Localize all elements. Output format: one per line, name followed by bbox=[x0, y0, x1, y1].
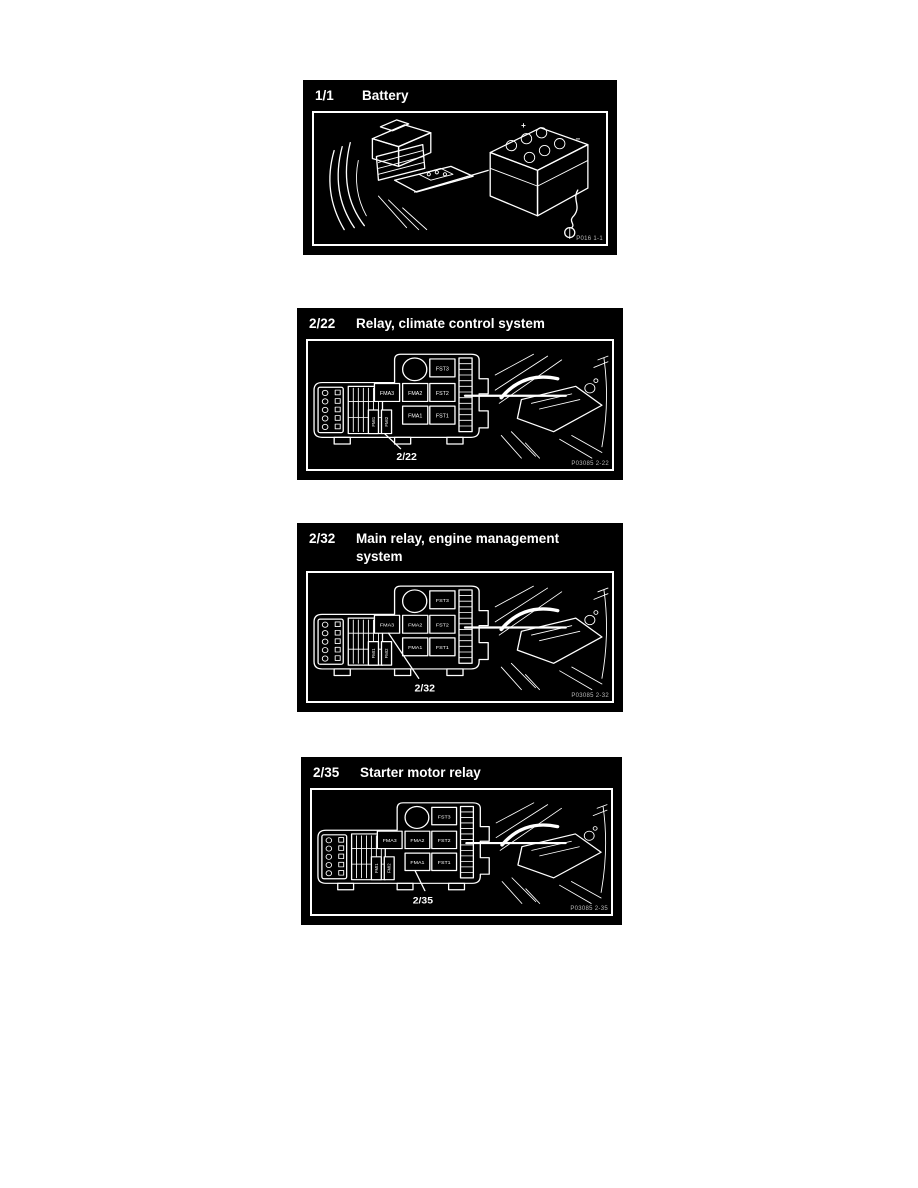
figure-header bbox=[303, 80, 617, 108]
battery-plus-mark: + bbox=[521, 120, 526, 130]
relay-label-fma1: FMA1 bbox=[408, 413, 423, 419]
relay-label-fma2: FMA2 bbox=[408, 390, 423, 397]
relay-label-fma1: FMA1 bbox=[410, 859, 425, 866]
figure-title: Battery bbox=[362, 88, 409, 103]
relay-box-drawing bbox=[308, 573, 612, 701]
figure-header bbox=[301, 757, 622, 785]
callout-line bbox=[415, 870, 425, 890]
figure-code: P016 1-1 bbox=[576, 236, 603, 242]
battery-minus-mark: − bbox=[575, 134, 581, 144]
figure-frame bbox=[306, 339, 614, 471]
figure-code: P03085 2-22 bbox=[571, 461, 609, 467]
figure-header bbox=[297, 523, 623, 568]
figure-title: Relay, climate control system bbox=[356, 316, 545, 331]
figure-panel-starter-relay bbox=[301, 757, 622, 925]
relay-label-fmi2: FMI2 bbox=[383, 648, 390, 659]
figure-code: P03085 2-32 bbox=[571, 693, 609, 699]
relay-label-fma3: FMA3 bbox=[379, 622, 395, 629]
figure-header bbox=[297, 308, 623, 336]
figure-title: Starter motor relay bbox=[360, 765, 481, 780]
relay-label-fma2: FMA2 bbox=[410, 837, 425, 844]
relay-label-fst2: FST2 bbox=[435, 622, 449, 629]
callout-label: 2/35 bbox=[412, 895, 433, 906]
relay-label-fst3: FST3 bbox=[435, 365, 449, 372]
figure-title: Main relay, engine management system bbox=[356, 531, 560, 564]
relay-box-drawing bbox=[312, 790, 611, 914]
relay-label-fst3: FST3 bbox=[435, 598, 449, 605]
figure-frame bbox=[306, 571, 614, 703]
figure-frame bbox=[312, 111, 608, 246]
relay-label-fma3: FMA3 bbox=[379, 390, 395, 397]
figure-number: 2/22 bbox=[309, 316, 336, 331]
relay-label-fmi2: FMI2 bbox=[386, 863, 392, 873]
figure-number: 2/32 bbox=[309, 531, 336, 546]
engine-bay-drawing bbox=[495, 354, 608, 458]
figure-panel-relay-climate bbox=[297, 308, 623, 480]
engine-bay-drawing bbox=[496, 802, 607, 903]
relay-label-fmi1: FMI1 bbox=[373, 863, 379, 873]
relay-label-fst3: FST3 bbox=[437, 814, 451, 820]
figure-number: 1/1 bbox=[315, 88, 334, 103]
figure-panel-main-relay bbox=[297, 523, 623, 712]
figure-frame bbox=[310, 788, 613, 916]
relay-label-fst2: FST2 bbox=[437, 837, 451, 844]
relay-label-fma1: FMA1 bbox=[408, 645, 423, 652]
figure-code: P03085 2-35 bbox=[570, 906, 608, 912]
relay-label-fst1: FST1 bbox=[435, 645, 449, 652]
relay-label-fst1: FST1 bbox=[437, 859, 451, 866]
figure-panel-battery bbox=[303, 80, 617, 255]
relay-box-drawing bbox=[308, 341, 612, 469]
relay-label-fmi1: FMI1 bbox=[370, 648, 376, 659]
relay-label-fma3: FMA3 bbox=[382, 837, 397, 844]
battery-location-drawing bbox=[314, 113, 606, 244]
relay-label-fst1: FST1 bbox=[435, 413, 449, 419]
callout-label: 2/22 bbox=[396, 451, 417, 463]
relay-label-fmi2: FMI2 bbox=[383, 416, 390, 427]
relay-label-fst2: FST2 bbox=[435, 390, 449, 397]
engine-bay-drawing bbox=[495, 586, 608, 689]
figure-number: 2/35 bbox=[313, 765, 340, 780]
callout-line bbox=[385, 433, 401, 448]
callout-label: 2/32 bbox=[414, 683, 436, 695]
relay-label-fma2: FMA2 bbox=[408, 622, 423, 629]
relay-label-fmi1: FMI1 bbox=[370, 416, 376, 427]
